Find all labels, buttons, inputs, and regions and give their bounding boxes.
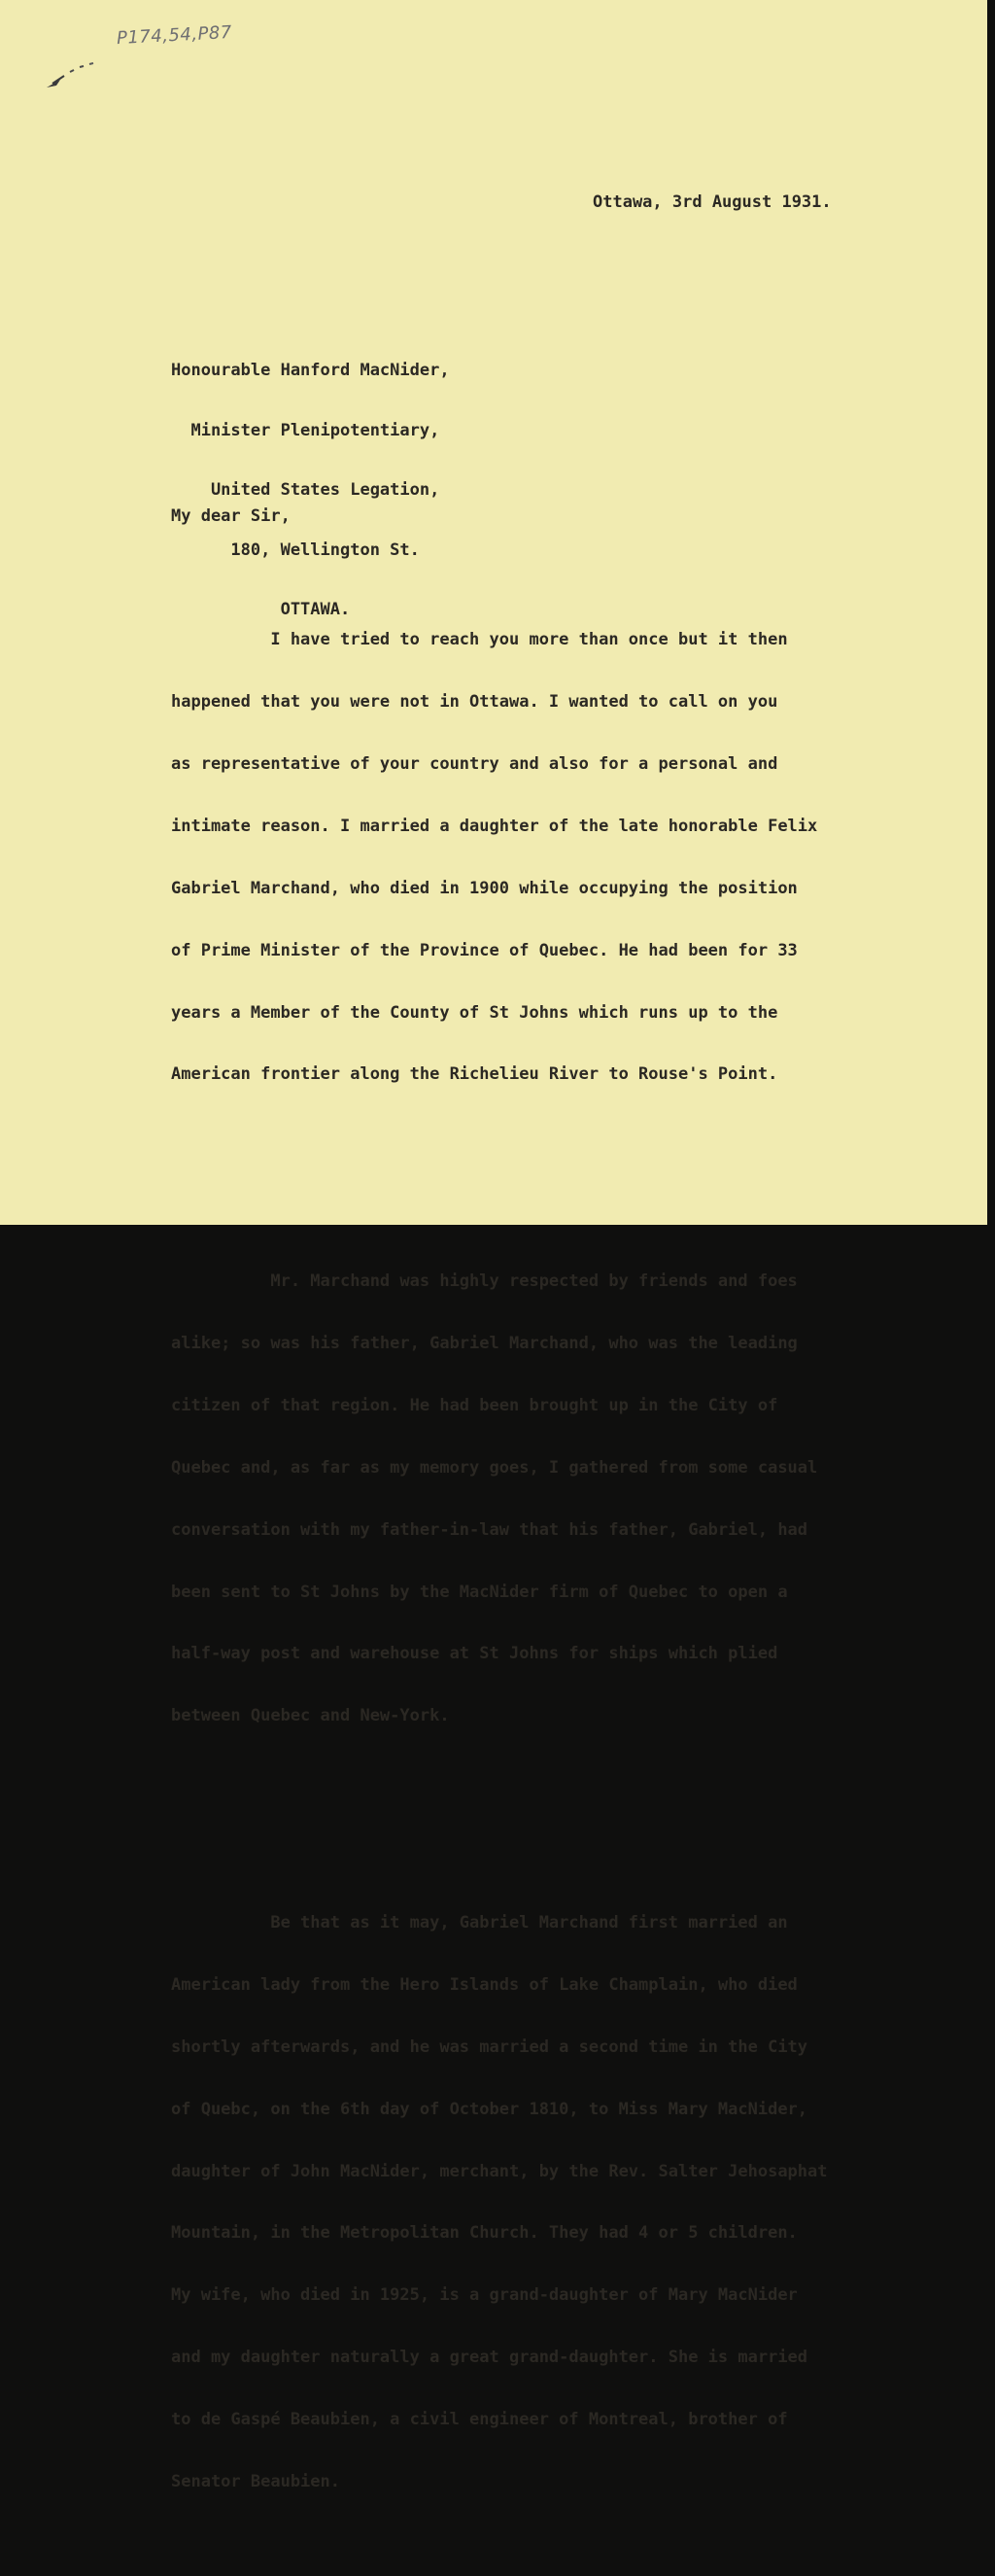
pencil-arrow-mark-icon [43,58,105,93]
body-line: Be that as it may, Gabriel Marchand first married an [171,1913,788,1932]
body-line: years a Member of the County of St Johns which runs up to the [171,1002,778,1023]
salutation: My dear Sir, [171,506,291,526]
body-line: shortly afterwards, and he was married a second time in the City [171,2036,808,2057]
body-line: to de Gaspé Beaubien, a civil engineer of Montreal, brother of [171,2410,788,2430]
paragraph-2 [171,1231,987,1769]
body-line: Quebec and, as far as my memory goes, I gathered from some casual [171,1457,818,1478]
body-line: half-way post and warehouse at St Johns for ships which plied [171,1644,778,1664]
body-line: American lady from the Hero Islands of Lake Champlain, who died [171,1974,798,1995]
recipient-line: OTTAWA. [171,600,351,619]
body-line: intimate reason. I married a daughter of the late honorable Felix [171,816,818,836]
letter-body [171,547,987,2576]
archive-reference: P174,54,P87 [116,21,233,50]
body-line: conversation with my father-in-law that his father, Gabriel, had [171,1519,808,1540]
recipient-line: Minister Plenipotentiary, [171,420,440,440]
body-line: Gabriel Marchand, who died in 1900 while occupying the position [171,878,798,898]
recipient-line: 180, Wellington St. [171,540,420,560]
paragraph-3 [171,1871,987,2534]
recipient-line: United States Legation, [171,480,440,500]
body-line: alike; so was his father, Gabriel Marchand, who was the leading [171,1333,798,1353]
body-line: Mr. Marchand was highly respected by friends and foes [171,1271,798,1292]
date-line: Ottawa, 3rd August 1931. [593,192,832,212]
body-line: citizen of that region. He had been brought up in the City of [171,1395,778,1415]
body-line: I have tried to reach you more than once but it then [171,630,788,650]
body-line: My wife, who died in 1925, is a grand-daughter of Mary MacNider [171,2285,798,2306]
body-line: and my daughter naturally a great grand-daughter. She is married [171,2348,808,2368]
body-line: daughter of John MacNider, merchant, by the Rev. Salter Jehosaphat [171,2161,828,2181]
body-line: American frontier along the Richelieu River to Rouse's Point. [171,1064,778,1085]
body-line: of Prime Minister of the Province of Quebec. He had been for 33 [171,940,798,960]
body-line: happened that you were not in Ottawa. I wanted to call on you [171,692,778,713]
body-line: Senator Beaubien. [171,2472,340,2492]
body-line: Mountain, in the Metropolitan Church. They had 4 or 5 children. [171,2223,798,2244]
paragraph-1 [171,589,987,1128]
body-line: between Quebec and New-York. [171,1706,450,1726]
body-line: been sent to St Johns by the MacNider firm of Quebec to open a [171,1582,788,1602]
body-line: as representative of your country and also for a personal and [171,753,778,774]
body-line: of Quebc, on the 6th day of October 1810, to Miss Mary MacNider, [171,2099,808,2119]
recipient-line: Honourable Hanford MacNider, [171,361,450,380]
